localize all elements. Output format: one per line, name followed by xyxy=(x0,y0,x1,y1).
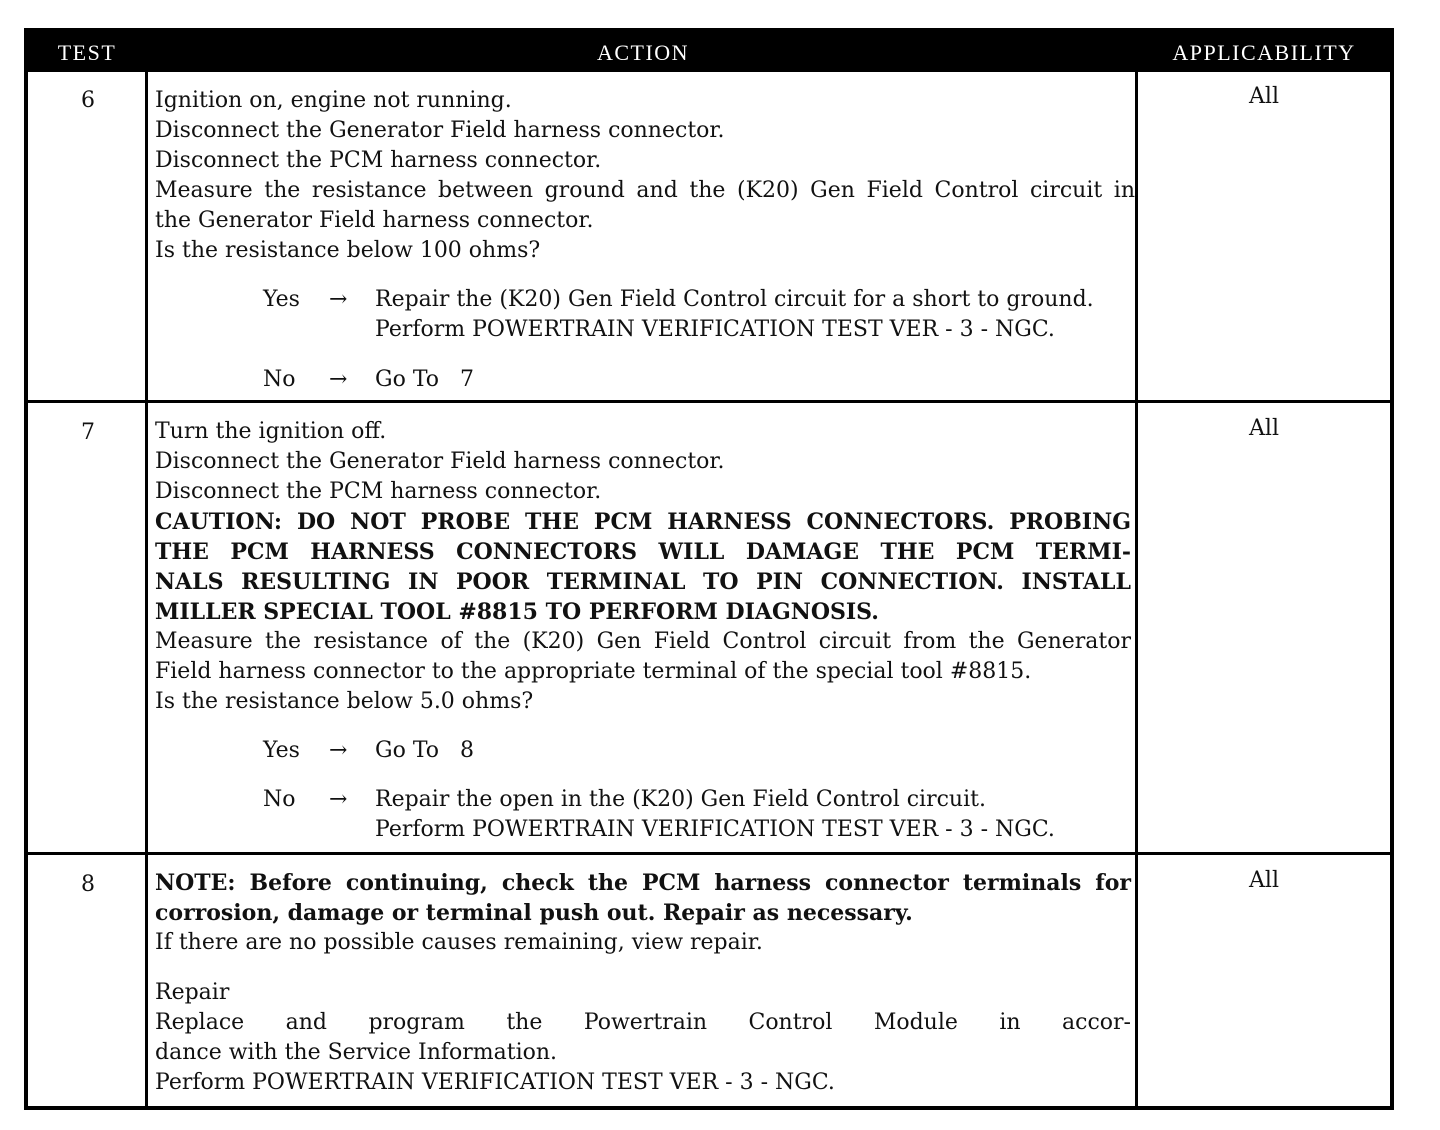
arrow-right-icon: → xyxy=(329,287,348,312)
repair-label: Repair xyxy=(155,980,230,1005)
repair-text: Perform POWERTRAIN VERIFICATION TEST VER - 3 - NGC. xyxy=(155,1070,835,1095)
result-text: Perform POWERTRAIN VERIFICATION TEST VER - 3 - NGC. xyxy=(375,317,1055,342)
applicability-value: All xyxy=(1249,868,1279,893)
arrow-right-icon: → xyxy=(329,787,348,812)
no-branch xyxy=(263,785,1131,845)
no-branch xyxy=(263,365,1135,395)
step-text: Ignition on, engine not running. xyxy=(155,88,512,113)
step-text: If there are no possible causes remaining, view repair. xyxy=(155,930,763,955)
arrow-right-icon: → xyxy=(329,738,348,763)
step-text: Field harness connector to the appropriate terminal of the special tool #8815. xyxy=(155,659,1032,684)
test-number: 8 xyxy=(81,872,95,897)
table-header xyxy=(28,32,1390,72)
action-cell-test-6 xyxy=(155,86,1135,395)
test-number: 6 xyxy=(81,88,95,113)
note-text: NOTE: Before continuing, check the PCM harness connector terminals for xyxy=(155,870,1131,896)
caution-text: NALS RESULTING IN POOR TERMINAL TO PIN CONNECTION. INSTALL xyxy=(155,569,1131,595)
step-text: Turn the ignition off. xyxy=(155,419,387,444)
step-text: Measure the resistance of the (K20) Gen Field Control circuit from the Generator xyxy=(155,629,1131,654)
applicability-value: All xyxy=(1249,84,1279,109)
arrow-right-icon: → xyxy=(329,367,348,392)
yes-label: Yes xyxy=(263,287,300,312)
yes-branch xyxy=(263,736,1131,766)
repair-text: dance with the Service Information. xyxy=(155,1040,558,1065)
result-text: Go To 7 xyxy=(375,367,474,392)
applicability-value: All xyxy=(1249,416,1279,441)
result-text: Perform POWERTRAIN VERIFICATION TEST VER - 3 - NGC. xyxy=(375,817,1055,842)
action-cell-test-7 xyxy=(155,417,1131,845)
caution-text: THE PCM HARNESS CONNECTORS WILL DAMAGE THE PCM TERMI- xyxy=(155,539,1131,565)
test-number: 7 xyxy=(81,420,95,445)
step-text: Is the resistance below 5.0 ohms? xyxy=(155,689,534,714)
no-label: No xyxy=(263,787,296,812)
result-text: Repair the (K20) Gen Field Control circuit for a short to ground. xyxy=(375,287,1094,312)
step-text: Disconnect the Generator Field harness connector. xyxy=(155,449,725,474)
step-text: the Generator Field harness connector. xyxy=(155,208,594,233)
step-text: Disconnect the PCM harness connector. xyxy=(155,148,602,173)
result-text: Repair the open in the (K20) Gen Field Control circuit. xyxy=(375,787,986,812)
step-text: Is the resistance below 100 ohms? xyxy=(155,238,541,263)
caution-text: CAUTION: DO NOT PROBE THE PCM HARNESS CONNECTORS. PROBING xyxy=(155,509,1131,535)
diagnostic-table xyxy=(24,28,1394,1110)
repair-text: Replace and program the Powertrain Control Module in accor- xyxy=(155,1010,1131,1035)
step-text: Disconnect the PCM harness connector. xyxy=(155,479,602,504)
result-text: Go To 8 xyxy=(375,738,474,763)
step-text: Measure the resistance between ground and the (K20) Gen Field Control circuit in xyxy=(155,178,1135,203)
no-label: No xyxy=(263,367,296,392)
column-divider-action xyxy=(1135,72,1138,1110)
header-applicability: APPLICABILITY xyxy=(1172,40,1356,65)
column-divider-test xyxy=(145,72,148,1110)
header-test: TEST xyxy=(57,40,117,65)
yes-label: Yes xyxy=(263,738,300,763)
row-divider xyxy=(28,852,1390,855)
action-cell-test-8 xyxy=(155,868,1131,1098)
note-text: corrosion, damage or terminal push out. Repair as necessary. xyxy=(155,900,913,926)
yes-branch xyxy=(263,285,1135,345)
row-divider xyxy=(28,400,1390,403)
caution-text: MILLER SPECIAL TOOL #8815 TO PERFORM DIAGNOSIS. xyxy=(155,599,879,625)
step-text: Disconnect the Generator Field harness connector. xyxy=(155,118,725,143)
header-action: ACTION xyxy=(596,40,690,65)
